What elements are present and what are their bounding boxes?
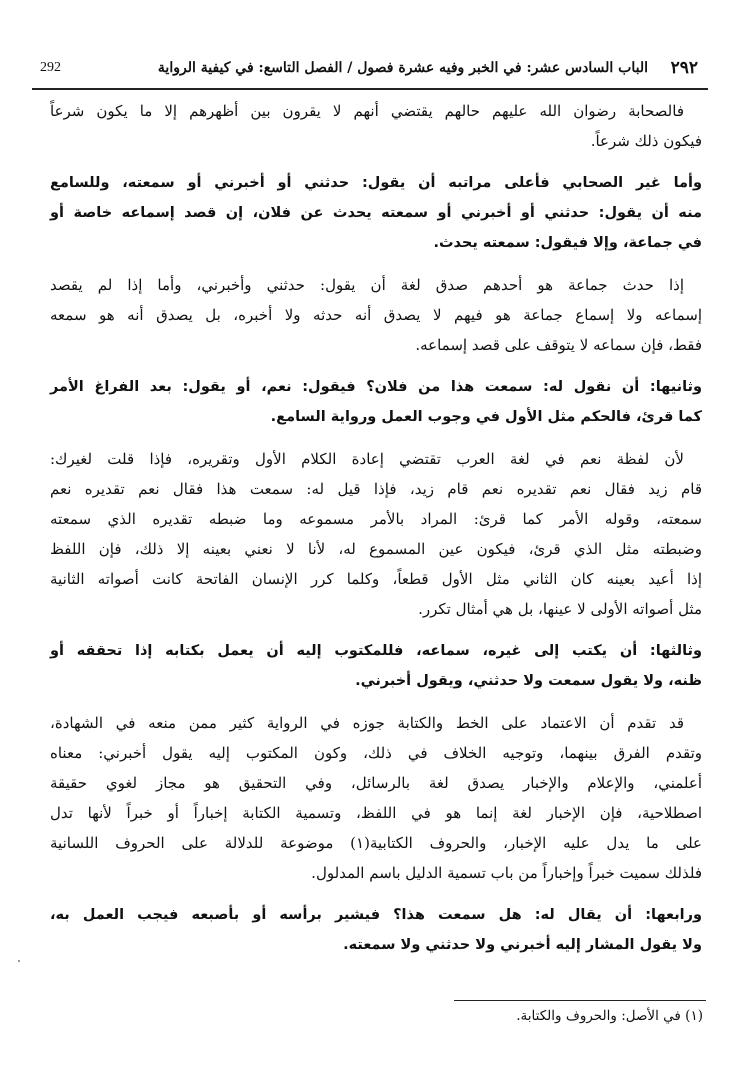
text-line: قد تقدم أن الاعتماد على الخط والكتابة جوزه في الرواية كثير ممن منعه في الشهادة، xyxy=(50,714,684,732)
commentary-paragraph xyxy=(50,708,702,888)
matn-paragraph xyxy=(50,372,702,432)
footnote-marker: (١) xyxy=(685,1008,703,1024)
page-number-arabic: ٢٩٢ xyxy=(670,58,698,78)
body-text xyxy=(50,96,702,972)
text-line: ولا يقول المشار إليه أخبرني ولا حدثني ولا سمعته. xyxy=(343,937,702,953)
text-line: مثل أصواته الأولى لا عينها، بل هي أمثال تكرر. xyxy=(418,600,702,618)
text-line: أعلمني، والإعلام والإخبار يصدق لغة بالرسائل، وفي التحقيق هو مجاز لغوي حقيقة xyxy=(50,774,702,792)
text-line: وتقدم الفرق بينهما، وتوجيه الخلاف في ذلك، وكون المكتوب إليه يقول أخبرني: معناه xyxy=(50,744,702,762)
text-line: ظنه، ولا يقول سمعت ولا حدثني، ويقول أخبرني. xyxy=(355,673,702,689)
footnote-text: في الأصل: والحروف والكتابة. xyxy=(516,1008,681,1024)
header-rule xyxy=(32,88,708,90)
text-line: فقط، فإن سماعه لا يتوقف على قصد إسماعه. xyxy=(415,336,702,354)
text-line: فالصحابة رضوان الله عليهم حالهم يقتضي أنهم لا يقرون بين أظهرهم إلا ما يكون شرعاً xyxy=(50,102,684,120)
text-line: فيكون ذلك شرعاً. xyxy=(590,132,702,150)
footnote xyxy=(516,1008,703,1024)
matn-paragraph xyxy=(50,636,702,696)
matn-paragraph xyxy=(50,900,702,960)
commentary-paragraph xyxy=(50,444,702,624)
text-line: فلذلك سميت خبراً وإخباراً من باب تسمية الدليل باسم المدلول. xyxy=(311,864,702,882)
text-line: إسماعه ولا إسماع جماعة هو فيهم لا يصدق أنه حدثه ولا أخبره، بل يصدق أنه هو سمعه xyxy=(50,306,702,324)
commentary-paragraph xyxy=(50,96,702,156)
running-title: الباب السادس عشر: في الخبر وفيه عشرة فصول / الفصل التاسع: في كيفية الرواية xyxy=(157,60,648,76)
commentary-paragraph xyxy=(50,270,702,360)
matn-paragraph xyxy=(50,168,702,258)
text-line: إذا حدث جماعة هو أحدهم صدق لغة أن يقول: حدثني وأخبرني، وأما إذا لم يقصد xyxy=(50,276,684,294)
text-line: ورابعها: أن يقال له: هل سمعت هذا؟ فيشير برأسه أو بأصبعه فيجب العمل به، xyxy=(50,907,702,923)
text-line: قام زيد فقال نعم تقديره نعم قام زيد، فإذا قيل له: سمعت هذا فقال نعم تقديره نعم xyxy=(50,480,702,498)
text-line: لأن لفظة نعم في لغة العرب تقتضي إعادة الكلام الأول وتقريره، فإذا قلت لغيرك: xyxy=(50,450,684,468)
text-line: إذا أعيد بعينه كان الثاني مثل الأول قطعاً، وكلما كرر الإنسان الفاتحة كانت أصواته الثانية xyxy=(50,570,702,588)
text-line: وثالثها: أن يكتب إلى غيره، سماعه، فللمكتوب إليه أن يعمل بكتابه إذا تحققه أو xyxy=(50,643,702,659)
text-line: كما قرئ، فالحكم مثل الأول في وجوب العمل ورواية السامع. xyxy=(270,409,702,425)
text-line: وثانيها: أن نقول له: سمعت هذا من فلان؟ فيقول: نعم، أو يقول: بعد الفراغ الأمر xyxy=(50,379,702,395)
text-line: منه أن يقول: حدثني أو أخبرني أو سمعته يحدث عن فلان، إن قصد إسماعه خاصة أو xyxy=(50,205,702,221)
running-header xyxy=(32,52,708,82)
text-line: سمعته، وقوله الأمر كما قرئ: المراد بالأمر مسموعه وما ضبطه تقديره الذي سمعته xyxy=(50,510,702,528)
text-line: وضبطته مثل الذي قرئ، فيكون عين المسموع له، لأنا لا نعني بعينه إلا ذلك، فإن اللفظ xyxy=(50,540,703,558)
text-line: اصطلاحية، فإن الإخبار لغة إنما هو في اللفظ، وتسمية الكتابة إخباراً أو خبراً لأنها تدل xyxy=(50,804,702,822)
footnote-rule xyxy=(454,1000,706,1001)
page-number-latin: 292 xyxy=(40,60,61,75)
text-line: وأما غير الصحابي فأعلى مراتبه أن يقول: حدثني أو أخبرني أو سمعته، وللسامع xyxy=(50,175,702,191)
margin-mark xyxy=(18,960,20,962)
text-line: في جماعة، وإلا فيقول: سمعته يحدث. xyxy=(433,235,702,251)
text-line: على ما يدل عليه الإخبار، والحروف الكتابية(١) موضوعة للدلالة على الحروف اللسانية xyxy=(50,834,703,852)
